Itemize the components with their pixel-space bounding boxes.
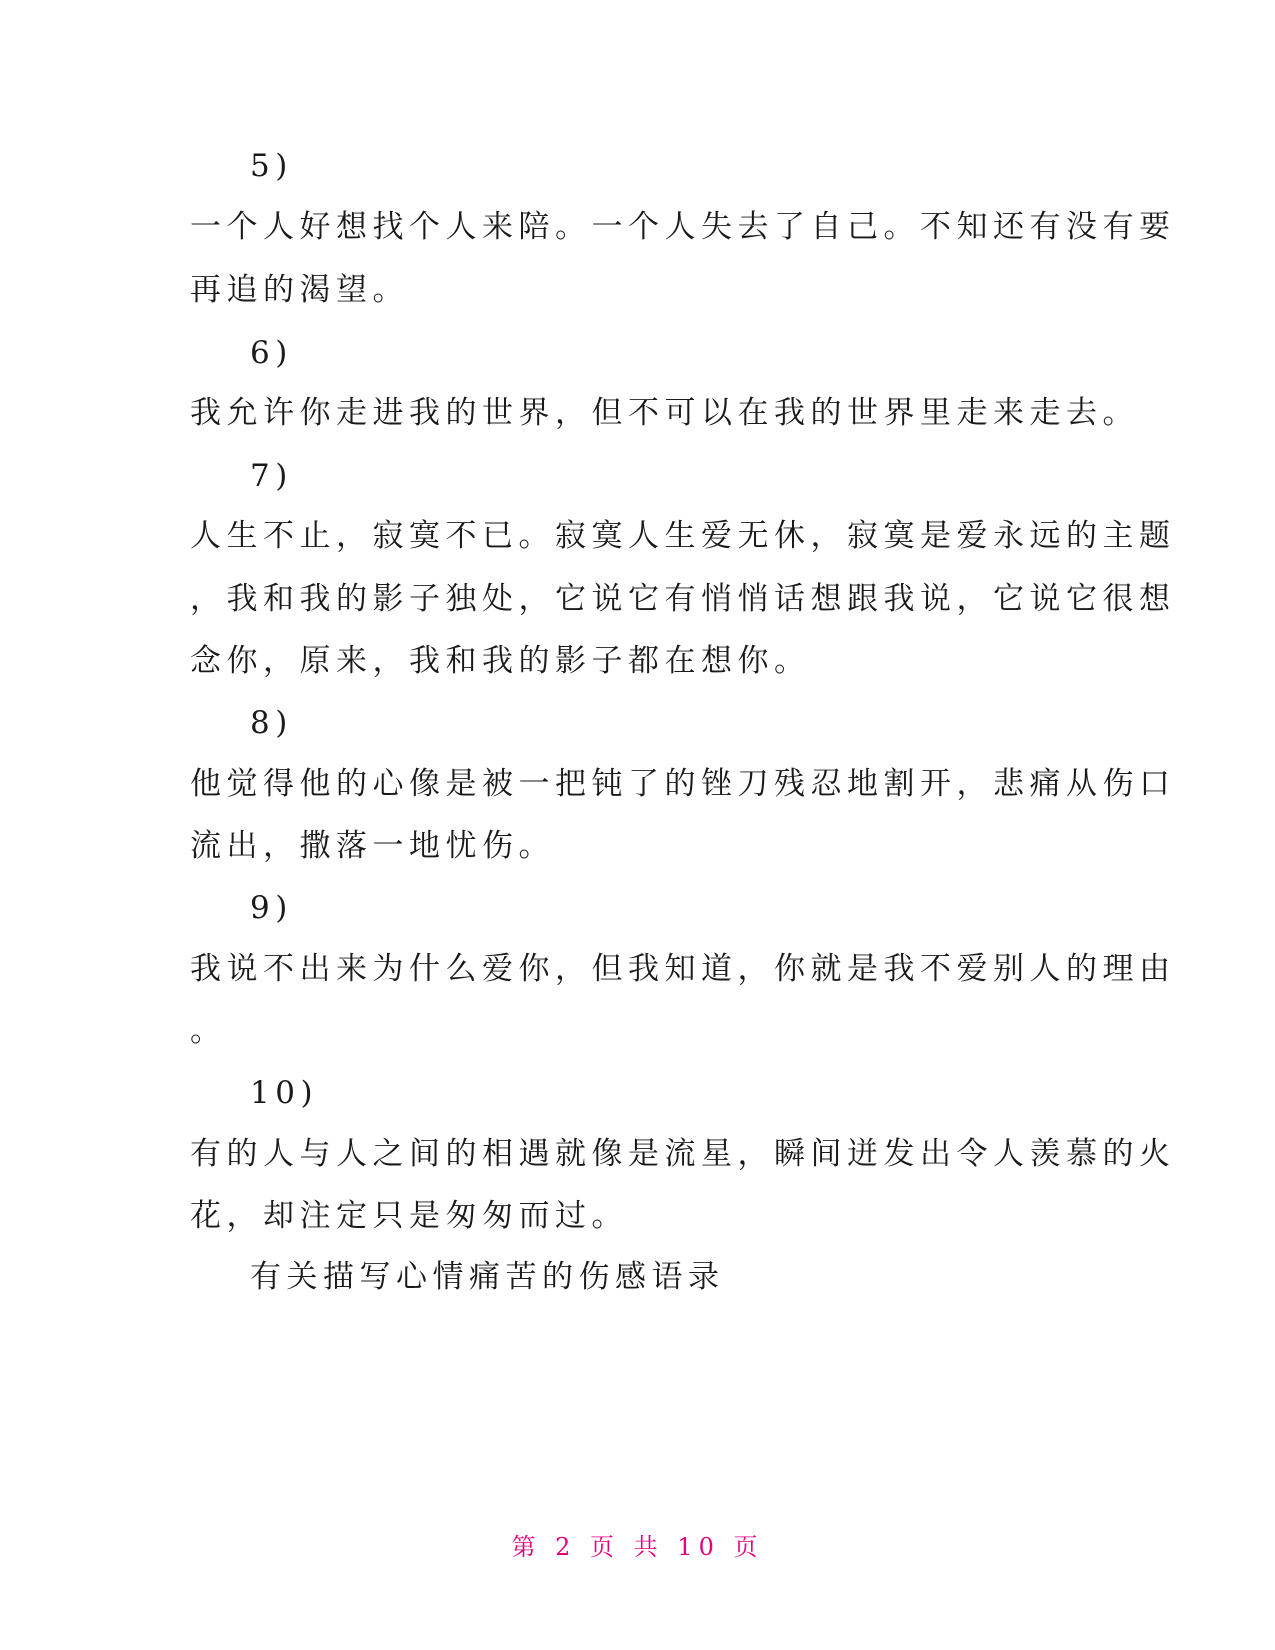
section-heading: 有关描写心情痛苦的伤感语录 [250, 1259, 725, 1295]
paragraph-line: 流出，撒落一地忧伤。 [190, 828, 555, 864]
paragraph-line: 有的人与人之间的相遇就像是流星，瞬间迸发出令人羡慕的火 [190, 1136, 1176, 1172]
paragraph-line: 花，却注定只是匆匆而过。 [190, 1198, 628, 1234]
item-number-9: 9) [250, 890, 293, 926]
paragraph-line: 我说不出来为什么爱你，但我知道，你就是我不爱别人的理由 [190, 951, 1176, 987]
paragraph-line: 。 [190, 1013, 227, 1049]
paragraph-line: 人生不止，寂寞不已。寂寞人生爱无休，寂寞是爱永远的主题 [190, 518, 1176, 554]
paragraph-line: 念你，原来，我和我的影子都在想你。 [190, 643, 811, 679]
paragraph-line: ，我和我的影子独处，它说它有悄悄话想跟我说，它说它很想 [190, 581, 1176, 617]
item-number-8: 8) [250, 705, 293, 741]
page-indicator: 第 2 页 共 10 页 [511, 1533, 764, 1561]
paragraph-line: 我允许你走进我的世界，但不可以在我的世界里走来走去。 [190, 395, 1139, 431]
paragraph-line: 他觉得他的心像是被一把钝了的锉刀残忍地割开，悲痛从伤口 [190, 766, 1176, 802]
item-number-10: 10) [250, 1075, 319, 1111]
paragraph-line: 再追的渴望。 [190, 272, 409, 308]
item-number-7: 7) [250, 458, 293, 494]
item-number-6: 6) [250, 335, 293, 371]
paragraph-line: 一个人好想找个人来陪。一个人失去了自己。不知还有没有要 [190, 209, 1176, 245]
item-number-5: 5) [250, 148, 293, 184]
